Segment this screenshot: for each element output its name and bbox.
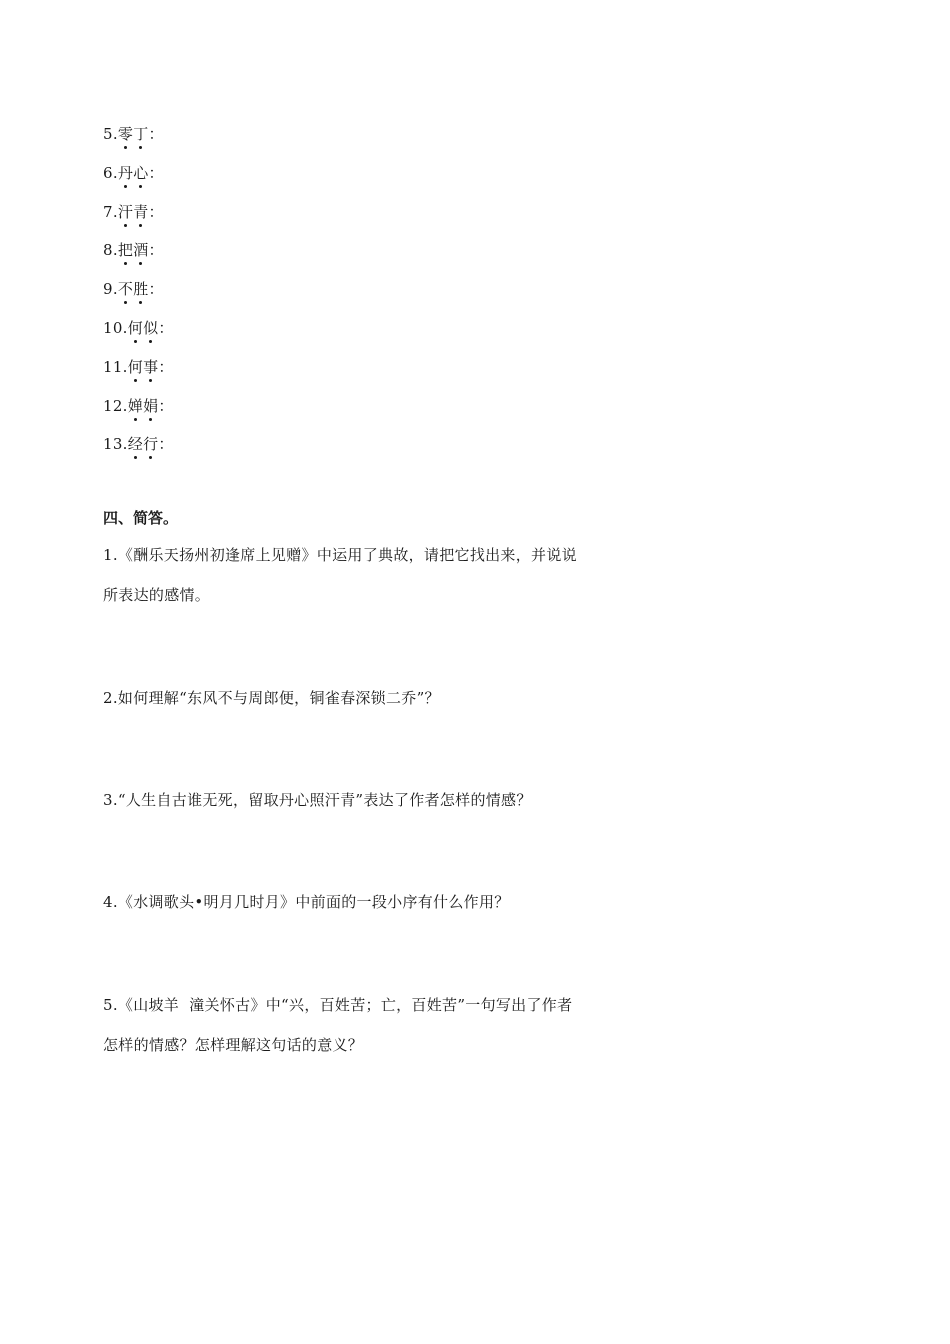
vocab-item-9 bbox=[103, 279, 164, 299]
vocab-char: 把 bbox=[117, 241, 134, 259]
vocab-item-8 bbox=[103, 240, 164, 260]
vocab-colon: ： bbox=[158, 358, 174, 376]
vocab-number: 12. bbox=[103, 397, 128, 415]
question-4: 4.《水调歌头•明月几时月》中前面的一段小序有什么作用？ bbox=[103, 893, 510, 911]
vocab-colon: ： bbox=[148, 203, 164, 221]
vocab-char: 婵 bbox=[127, 397, 144, 415]
vocab-char: 零 bbox=[117, 125, 134, 143]
vocab-char: 青 bbox=[133, 203, 149, 221]
vocab-colon: ： bbox=[158, 319, 174, 337]
vocab-number: 13. bbox=[103, 435, 128, 453]
vocab-colon: ： bbox=[158, 435, 174, 453]
question-1-line-2: 所表达的感情。 bbox=[103, 586, 211, 604]
vocab-char: 丹 bbox=[117, 164, 134, 182]
question-5-line-2: 怎样的情感？怎样理解这句话的意义？ bbox=[103, 1036, 364, 1054]
vocab-number: 10. bbox=[103, 319, 128, 337]
vocab-char: 似 bbox=[143, 319, 159, 337]
vocab-item-7 bbox=[103, 202, 164, 222]
section-heading: 四、简答。 bbox=[103, 509, 179, 527]
vocab-colon: ： bbox=[148, 280, 164, 298]
vocab-colon: ： bbox=[148, 125, 164, 143]
vocab-item-6 bbox=[103, 163, 164, 183]
vocab-number: 11. bbox=[103, 358, 128, 376]
vocab-number: 6. bbox=[103, 164, 118, 182]
vocab-char: 心 bbox=[133, 164, 149, 182]
vocab-char: 何 bbox=[127, 319, 144, 337]
vocab-colon: ： bbox=[148, 241, 164, 259]
vocab-char: 娟 bbox=[143, 397, 159, 415]
question-2: 2.如何理解“东风不与周郎便，铜雀春深锁二乔”？ bbox=[103, 689, 440, 707]
vocab-item-12 bbox=[103, 396, 174, 416]
vocab-item-13 bbox=[103, 434, 174, 454]
vocab-char: 何 bbox=[127, 358, 144, 376]
vocab-char: 经 bbox=[127, 435, 144, 453]
vocab-colon: ： bbox=[158, 397, 174, 415]
vocab-item-5 bbox=[103, 124, 164, 144]
question-3: 3.“人生自古谁无死，留取丹心照汗青”表达了作者怎样的情感？ bbox=[103, 791, 532, 809]
vocab-char: 行 bbox=[143, 435, 159, 453]
vocab-char: 事 bbox=[143, 358, 159, 376]
vocab-colon: ： bbox=[148, 164, 164, 182]
vocab-item-11 bbox=[103, 357, 174, 377]
vocab-number: 8. bbox=[103, 241, 118, 259]
vocab-number: 7. bbox=[103, 203, 118, 221]
vocab-char: 不 bbox=[117, 280, 134, 298]
vocab-item-10 bbox=[103, 318, 174, 338]
question-5-line-1: 5.《山坡羊 潼关怀古》中“兴，百姓苦；亡，百姓苦”一句写出了作者 bbox=[103, 996, 573, 1014]
question-1-line-1: 1.《酬乐天扬州初逢席上见赠》中运用了典故，请把它找出来，并说说 bbox=[103, 546, 577, 564]
vocab-number: 9. bbox=[103, 280, 118, 298]
vocab-char: 丁 bbox=[133, 125, 149, 143]
vocab-char: 胜 bbox=[133, 280, 149, 298]
vocab-number: 5. bbox=[103, 125, 118, 143]
vocab-char: 汗 bbox=[117, 203, 134, 221]
vocab-char: 酒 bbox=[133, 241, 149, 259]
